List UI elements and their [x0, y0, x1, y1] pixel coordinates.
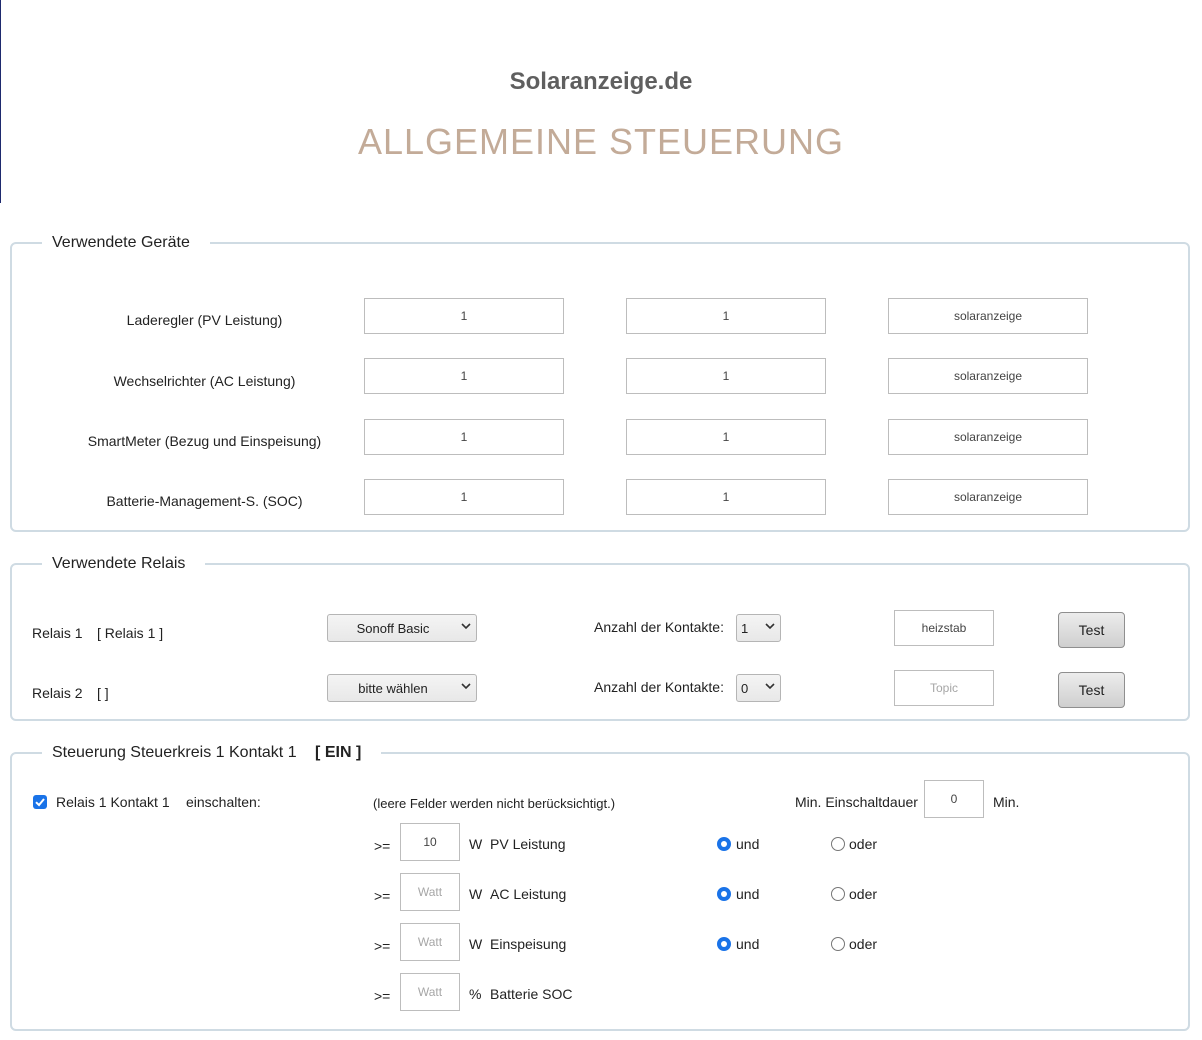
condition-feedin-unit: W [469, 936, 483, 952]
relay-2-test-button[interactable]: Test [1058, 672, 1125, 708]
relay-2-contacts-label: Anzahl der Kontakte: [594, 679, 724, 695]
condition-ac-label: AC Leistung [490, 886, 567, 902]
site-title: Solaranzeige.de [509, 68, 693, 95]
control-legend [42, 744, 381, 762]
device-bms-field-1[interactable] [364, 479, 564, 515]
device-smartmeter-field-1[interactable] [364, 419, 564, 455]
relay-2-alias: [ ] [97, 685, 109, 701]
relay-contact-checkbox[interactable] [33, 795, 47, 809]
relay-1-test-button[interactable]: Test [1058, 612, 1125, 648]
relay-2-type-select[interactable] [327, 674, 477, 702]
relay-2-name: Relais 2 [32, 685, 83, 701]
condition-pv-or-label: oder [849, 836, 878, 852]
devices-fieldset [10, 234, 1190, 532]
device-label-smartmeter: SmartMeter (Bezug und Einspeisung) [87, 433, 322, 449]
chevron-down-icon [765, 680, 775, 692]
device-label-bms: Batterie-Management-S. (SOC) [106, 493, 303, 509]
condition-ac-input[interactable] [400, 873, 460, 911]
relay-1-type-value: Sonoff Basic [356, 621, 430, 636]
device-smartmeter-topic[interactable] [888, 419, 1088, 455]
empty-fields-hint: (leere Felder werden nicht berücksichtigt.) [373, 796, 616, 811]
min-duration-label: Min. Einschaltdauer [795, 794, 918, 810]
relay-1-contacts-select[interactable] [736, 614, 781, 642]
condition-pv-and-radio[interactable] [717, 837, 731, 851]
device-smartmeter-field-2[interactable] [626, 419, 826, 455]
device-inverter-field-1[interactable] [364, 358, 564, 394]
relay-2-contacts-value: 0 [741, 681, 749, 696]
left-vertical-rule [0, 0, 1, 203]
condition-soc-operator: >= [374, 988, 391, 1004]
switch-on-label: einschalten: [186, 794, 261, 810]
device-charge-controller-field-1[interactable] [364, 298, 564, 334]
relays-fieldset [10, 555, 1190, 721]
condition-ac-or-label: oder [849, 886, 878, 902]
condition-pv-and-label: und [736, 836, 760, 852]
relay-1-topic-input[interactable] [894, 610, 994, 646]
condition-feedin-or-radio[interactable] [831, 937, 845, 951]
device-charge-controller-field-2[interactable] [626, 298, 826, 334]
condition-pv-unit: W [469, 836, 483, 852]
condition-pv-label: PV Leistung [490, 836, 566, 852]
device-inverter-field-2[interactable] [626, 358, 826, 394]
condition-feedin-label: Einspeisung [490, 936, 567, 952]
relay-1-contacts-label: Anzahl der Kontakte: [594, 619, 724, 635]
checkmark-icon [33, 795, 47, 809]
relay-1-name: Relais 1 [32, 625, 83, 641]
condition-feedin-and-label: und [736, 936, 760, 952]
condition-ac-unit: W [469, 886, 483, 902]
page-title: ALLGEMEINE STEUERUNG [357, 121, 845, 162]
condition-ac-and-radio[interactable] [717, 887, 731, 901]
device-charge-controller-topic[interactable] [888, 298, 1088, 334]
chevron-down-icon [765, 620, 775, 632]
condition-soc-unit: % [469, 986, 482, 1002]
relay-1-type-select[interactable] [327, 614, 477, 642]
condition-soc-label: Batterie SOC [490, 986, 573, 1002]
condition-ac-or-radio[interactable] [831, 887, 845, 901]
chevron-down-icon [461, 620, 471, 632]
condition-pv-input[interactable] [400, 823, 460, 861]
control-legend-text: Steuerung Steuerkreis 1 Kontakt 1 [52, 744, 297, 761]
relay-2-type-value: bitte wählen [358, 681, 428, 696]
condition-pv-or-radio[interactable] [831, 837, 845, 851]
relay-contact-label: Relais 1 Kontakt 1 [56, 794, 170, 810]
control-fieldset [10, 744, 1190, 1031]
min-unit-label: Min. [993, 794, 1020, 810]
device-inverter-topic[interactable] [888, 358, 1088, 394]
relay-2-contacts-select[interactable] [736, 674, 781, 702]
condition-pv-operator: >= [374, 838, 391, 854]
devices-legend: Verwendete Geräte [52, 234, 190, 251]
relay-1-contacts-value: 1 [741, 621, 749, 636]
control-legend-state: [ EIN ] [315, 744, 362, 761]
device-label-inverter: Wechselrichter (AC Leistung) [113, 373, 296, 389]
condition-ac-operator: >= [374, 888, 391, 904]
condition-ac-and-label: und [736, 886, 760, 902]
chevron-down-icon [461, 680, 471, 692]
min-duration-input[interactable] [924, 780, 984, 818]
condition-feedin-or-label: oder [849, 936, 878, 952]
condition-soc-input[interactable] [400, 973, 460, 1011]
condition-feedin-and-radio[interactable] [717, 937, 731, 951]
relay-1-alias: [ Relais 1 ] [97, 625, 164, 641]
device-bms-topic[interactable] [888, 479, 1088, 515]
device-label-charge-controller: Laderegler (PV Leistung) [126, 312, 283, 328]
condition-feedin-operator: >= [374, 938, 391, 954]
relays-legend: Verwendete Relais [52, 555, 186, 572]
condition-feedin-input[interactable] [400, 923, 460, 961]
device-bms-field-2[interactable] [626, 479, 826, 515]
relay-2-topic-input[interactable] [894, 670, 994, 706]
